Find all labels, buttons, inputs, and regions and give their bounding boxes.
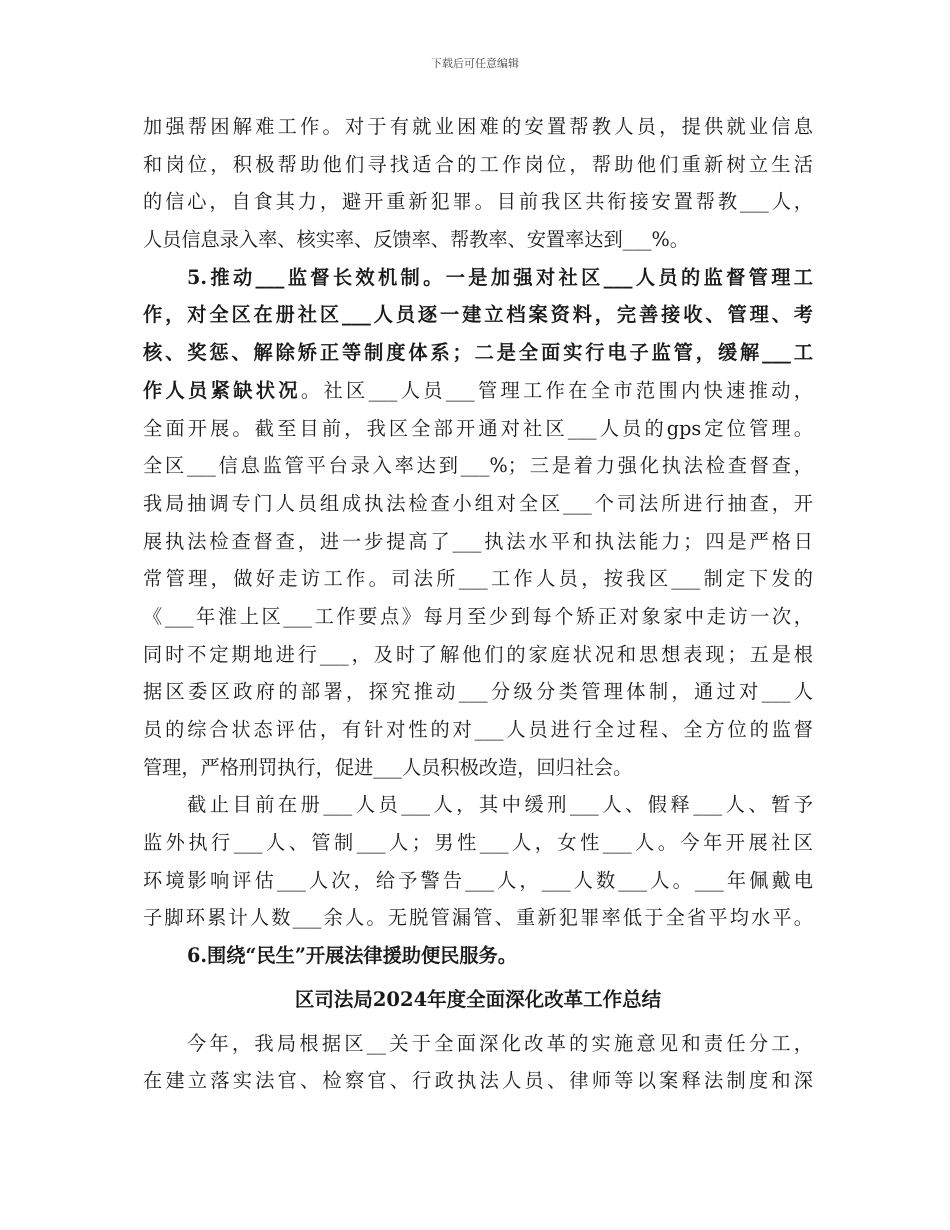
- paragraph-line: 全区___信息监管平台录入率达到___%；三是着力强化执法检查督查，: [143, 454, 813, 478]
- paragraph-line: 和岗位，积极帮助他们寻找适合的工作岗位，帮助他们重新树立生活: [143, 152, 813, 176]
- section-title: 区司法局2024年度全面深化改革工作总结: [294, 987, 662, 1011]
- paragraph-line: 《___年淮上区___工作要点》每月至少到每个矫正对象家中走访一次，: [143, 604, 813, 628]
- paragraph-line: 今年，我局根据区__关于全面深化改革的实施意见和责任分工，: [187, 1031, 813, 1055]
- paragraph-line: 同时不定期地进行___，及时了解他们的家庭状况和思想表现；五是根: [143, 642, 813, 666]
- paragraph-line: 常管理，做好走访工作。司法所___工作人员，按我区___制定下发的: [143, 567, 813, 591]
- paragraph-line: 子脚环累计人数___余人。无脱管漏管、重新犯罪率低于全省平均水平。: [143, 906, 813, 930]
- paragraph-line: 管理，严格刑罚执行，促进___人员积极改造，回归社会。: [143, 755, 633, 779]
- paragraph-line: 监外执行___人、管制___人；男性___人，女性___人。今年开展社区: [143, 831, 813, 855]
- paragraph-line: 据区委区政府的部署，探究推动___分级分类管理体制，通过对___人: [143, 680, 813, 704]
- paragraph-line: 在建立落实法官、检察官、行政执法人员、律师等以案释法制度和深: [143, 1069, 813, 1093]
- regular-tail: 。社区___人员___管理工作在全市范围内快速推动，: [300, 378, 813, 402]
- header-note: 下载后可任意编辑: [431, 57, 519, 70]
- paragraph-line: 展执法检查督查，进一步提高了___执法水平和执法能力；四是严格日: [143, 529, 813, 553]
- paragraph-line: 员的综合状态评估，有针对性的对___人员进行全过程、全方位的监督: [143, 718, 813, 741]
- paragraph-line-bold: 作，对全区在册社区___人员逐一建立档案资料，完善接收、管理、考: [143, 303, 813, 327]
- bold-lead: 作人员紧缺状况: [143, 378, 301, 402]
- paragraph-line: 加强帮困解难工作。对于有就业困难的安置帮教人员，提供就业信息: [143, 115, 813, 138]
- paragraph-line: 的信心，自食其力，避开重新犯罪。目前我区共衔接安置帮教___人，: [143, 190, 813, 214]
- document-body: [143, 108, 813, 1100]
- paragraph-line: 人员信息录入率、核实率、反馈率、帮教率、安置率达到___%。: [143, 228, 689, 252]
- subsection-heading: 6.围绕“民生”开展法律援助便民服务。: [187, 944, 517, 968]
- paragraph-line: 截止目前在册___人员___人，其中缓刑___人、假释___人、暂予: [187, 793, 813, 817]
- paragraph-line: 环境影响评估___人次，给予警告___人，___人数___人。___年佩戴电: [143, 868, 813, 892]
- paragraph-line: 我局抽调专门人员组成执法检查小组对全区___个司法所进行抽查，开: [143, 491, 813, 515]
- paragraph-line-mixed: [143, 372, 813, 410]
- paragraph-line-bold: 核、奖惩、解除矫正等制度体系；二是全面实行电子监管，缓解___工: [143, 341, 813, 365]
- paragraph-line: 全面开展。截至目前，我区全部开通对社区___人员的gps定位管理。: [143, 416, 813, 440]
- paragraph-line-bold: 5.推动___监督长效机制。一是加强对社区___人员的监督管理工: [187, 265, 813, 289]
